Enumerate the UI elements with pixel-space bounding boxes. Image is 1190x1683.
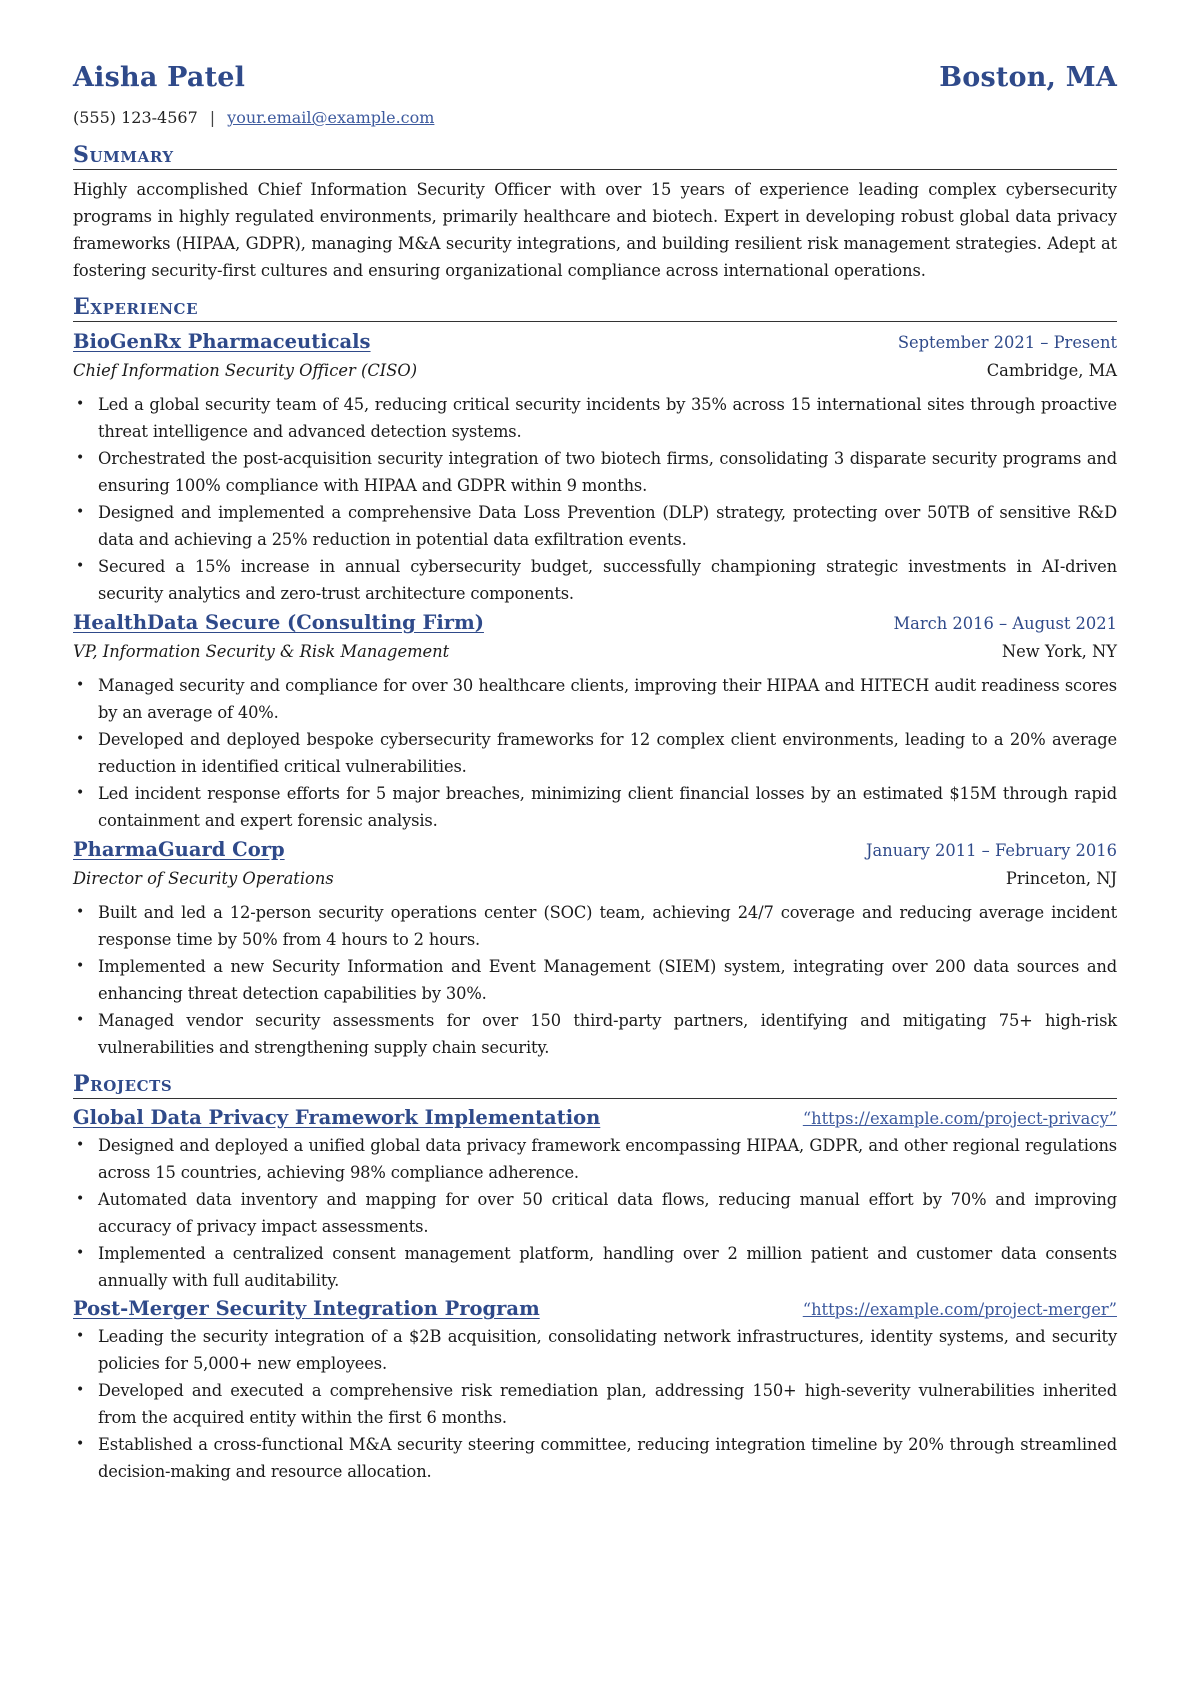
bullet-icon: • [76, 558, 85, 574]
bullet-icon: • [76, 904, 85, 920]
job-entry [73, 836, 1117, 1061]
contact-line [73, 108, 1117, 132]
list-item [73, 1431, 1117, 1485]
project-name[interactable]: Global Data Privacy Framework Implementation [73, 1106, 601, 1129]
phone-number: (555) 123-4567 [73, 108, 198, 127]
company-name[interactable]: HealthData Secure (Consulting Firm) [73, 611, 484, 634]
email-link[interactable]: your.email@example.com [227, 108, 435, 127]
list-item [73, 1323, 1117, 1377]
list-item [73, 953, 1117, 1007]
job-role: Chief Information Security Officer (CISO) [73, 361, 418, 380]
job-bullets [73, 899, 1117, 1061]
project-bullets [73, 1323, 1117, 1485]
list-item [73, 1007, 1117, 1061]
job-role: Director of Security Operations [73, 869, 334, 888]
project-name[interactable]: Post-Merger Security Integration Program [73, 1297, 540, 1320]
job-location: New York, NY [1001, 642, 1117, 661]
bullet-icon: • [76, 1328, 85, 1344]
project-link[interactable]: “https://example.com/project-merger” [802, 1300, 1117, 1319]
list-item [73, 1186, 1117, 1240]
summary-section [73, 142, 1117, 284]
experience-section [73, 294, 1117, 1061]
bullet-icon: • [76, 785, 85, 801]
section-title-projects: Projects [73, 1071, 1117, 1099]
bullet-icon: • [76, 1382, 85, 1398]
bullet-text: Developed and deployed bespoke cybersecurity frameworks for 12 complex client environments, leading to a 20% average reduction in identified critical vulnerabilities. [98, 730, 1117, 776]
job-dates: January 2011 – February 2016 [865, 841, 1117, 860]
job-bullets [73, 672, 1117, 834]
bullet-icon: • [76, 1137, 85, 1153]
project-entry [73, 1296, 1117, 1485]
candidate-location: Boston, MA [939, 62, 1117, 93]
bullet-text: Automated data inventory and mapping for over 50 critical data flows, reducing manual effort by 70% and improving accuracy of privacy impact assessments. [98, 1190, 1117, 1236]
bullet-text: Designed and deployed a unified global data privacy framework encompassing HIPAA, GDPR, and other regional regulations across 15 countries, achieving 98% compliance adherence. [98, 1136, 1117, 1182]
list-item [73, 553, 1117, 607]
bullet-icon: • [76, 731, 85, 747]
list-item [73, 499, 1117, 553]
bullet-text: Managed vendor security assessments for over 150 third-party partners, identifying and mitigating 75+ high-risk vulnerabilities and strengthening supply chain security. [98, 1011, 1117, 1057]
list-item [73, 445, 1117, 499]
bullet-icon: • [76, 396, 85, 412]
job-dates: March 2016 – August 2021 [893, 614, 1117, 633]
bullet-text: Managed security and compliance for over 30 healthcare clients, improving their HIPAA and HITECH audit readiness scores by an average of 40%. [98, 676, 1117, 722]
bullet-text: Implemented a new Security Information and Event Management (SIEM) system, integrating over 200 data sources and enhancing threat detection capabilities by 30%. [98, 957, 1117, 1003]
bullet-text: Implemented a centralized consent management platform, handling over 2 million patient and customer data consents annually with full auditability. [98, 1244, 1117, 1290]
bullet-text: Developed and executed a comprehensive risk remediation plan, addressing 150+ high-severity vulnerabilities inherited from the acquired entity within the first 6 months. [98, 1381, 1117, 1427]
bullet-icon: • [76, 504, 85, 520]
bullet-icon: • [76, 1436, 85, 1452]
list-item [73, 1377, 1117, 1431]
project-entry [73, 1105, 1117, 1294]
job-entry [73, 328, 1117, 607]
bullet-icon: • [76, 450, 85, 466]
list-item [73, 1132, 1117, 1186]
bullet-icon: • [76, 1012, 85, 1028]
list-item [73, 780, 1117, 834]
list-item [73, 899, 1117, 953]
bullet-text: Designed and implemented a comprehensive Data Loss Prevention (DLP) strategy, protecting over 50TB of sensitive R&D data and achieving a 25% reduction in potential data exfiltration events. [98, 503, 1117, 549]
bullet-text: Built and led a 12-person security operations center (SOC) team, achieving 24/7 coverage and reducing average incident response time by 50% from 4 hours to 2 hours. [98, 903, 1117, 949]
bullet-icon: • [76, 958, 85, 974]
job-entry [73, 609, 1117, 834]
bullet-icon: • [76, 1245, 85, 1261]
job-location: Cambridge, MA [986, 361, 1117, 380]
section-title-summary: Summary [73, 142, 1117, 170]
list-item [73, 726, 1117, 780]
bullet-text: Orchestrated the post-acquisition security integration of two biotech firms, consolidating 3 disparate security programs and ensuring 100% compliance with HIPAA and GDPR within 9 months. [98, 449, 1117, 495]
list-item [73, 672, 1117, 726]
projects-section [73, 1071, 1117, 1485]
candidate-name: Aisha Patel [73, 62, 246, 93]
bullet-text: Established a cross-functional M&A security steering committee, reducing integration timeline by 20% through streamlined decision-making and resource allocation. [98, 1435, 1117, 1481]
project-link[interactable]: “https://example.com/project-privacy” [802, 1109, 1117, 1128]
project-bullets [73, 1132, 1117, 1294]
bullet-text: Leading the security integration of a $2B acquisition, consolidating network infrastructures, identity systems, and security policies for 5,000+ new employees. [98, 1327, 1117, 1373]
company-name[interactable]: PharmaGuard Corp [73, 838, 285, 861]
bullet-icon: • [76, 1191, 85, 1207]
bullet-text: Led incident response efforts for 5 major breaches, minimizing client financial losses by an estimated $15M through rapid containment and expert forensic analysis. [98, 784, 1117, 830]
company-name[interactable]: BioGenRx Pharmaceuticals [73, 330, 371, 353]
job-role: VP, Information Security & Risk Management [73, 642, 450, 661]
list-item [73, 391, 1117, 445]
job-bullets [73, 391, 1117, 607]
summary-text: Highly accomplished Chief Information Security Officer with over 15 years of experience leading complex cybersecurity programs in highly regulated environments, primarily healthcare and biotech. Expert in developing robust global data privacy frameworks (HIPAA, GDPR), managing M&A security integrations, and building resilient risk management strategies. Adept at fostering security-first cultures and ensuring organizational compliance across international operations. [73, 180, 1117, 280]
bullet-text: Secured a 15% increase in annual cybersecurity budget, successfully championing strategic investments in AI-driven security analytics and zero-trust architecture components. [98, 557, 1117, 603]
bullet-icon: • [76, 677, 85, 693]
bullet-text: Led a global security team of 45, reducing critical security incidents by 35% across 15 international sites through proactive threat intelligence and advanced detection systems. [98, 395, 1117, 441]
job-dates: September 2021 – Present [897, 333, 1117, 352]
section-title-experience: Experience [73, 294, 1117, 322]
list-item [73, 1240, 1117, 1294]
contact-separator: | [209, 108, 216, 127]
resume-header [73, 62, 1117, 102]
job-location: Princeton, NJ [1005, 869, 1117, 888]
